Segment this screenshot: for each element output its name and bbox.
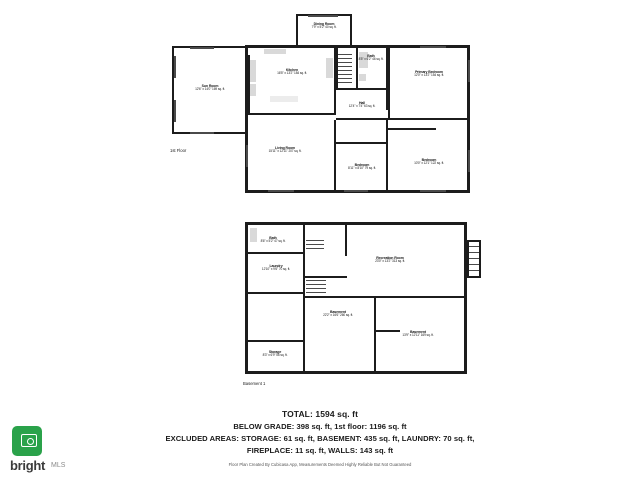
counter-fixture (326, 58, 333, 78)
room-label: Bath 8'6" x 5'2" 47 sq. ft. (260, 236, 286, 244)
wall-segment (296, 14, 298, 46)
window-line (190, 47, 214, 49)
wall-segment (334, 120, 336, 190)
stair-tread (306, 244, 324, 245)
room-label: Sun Room 12'6" x 14'0" 169 sq. ft. (195, 84, 225, 92)
wall-segment (388, 48, 390, 120)
island-fixture (270, 96, 298, 102)
hatch-line (469, 252, 479, 253)
brand-name: bright (10, 458, 46, 473)
stair-tread (338, 82, 352, 83)
wall-segment (356, 88, 388, 90)
floor-tag-basement: Basement 1 (243, 381, 266, 386)
room-label: Bath 8'5" x 6'2" 46 sq. ft. (358, 54, 384, 62)
hatch-line (469, 246, 479, 247)
window-line (174, 56, 176, 78)
wall-segment (388, 118, 468, 120)
stair-tread (338, 70, 352, 71)
room-label: Primary Bedroom 12'0" x 13'2" 154 sq. ft. (414, 70, 444, 78)
wall-segment (245, 222, 467, 225)
brand-logo (10, 426, 72, 472)
wall-segment (247, 252, 303, 254)
room-label: Kitchen 16'5" x 13'2" 184 sq. ft. (277, 68, 307, 76)
window-line (190, 132, 214, 134)
summary-block (0, 409, 640, 467)
wall-segment (479, 240, 481, 278)
stair-tread (306, 248, 324, 249)
room-label: Living Room 15'11" x 12'11" 207 sq. ft. (268, 146, 302, 154)
stair-tread (306, 280, 326, 281)
stair-tread (306, 240, 324, 241)
wall-segment (350, 14, 352, 46)
stair-tread (306, 284, 326, 285)
room-label: Basement 22'2" x 16'6" 260 sq. ft. (323, 310, 353, 318)
room-label: Hall 12'4" x 7'4" 63 sq. ft. (348, 101, 376, 109)
counter-fixture (250, 84, 256, 96)
hatch-line (469, 264, 479, 265)
wall-segment (248, 113, 336, 115)
room-label: Bedroom 10'0" x 12'1" 122 sq. ft. (414, 158, 444, 166)
room-label: Dining Room 7'9" x 5'2" 40 sq. ft. (311, 22, 337, 30)
window-line (268, 190, 294, 192)
wall-segment (388, 128, 436, 130)
stair-tread (306, 292, 326, 293)
wall-segment (305, 276, 347, 278)
wall-segment (305, 296, 465, 298)
wall-segment (247, 292, 303, 294)
room-label: Storage 8'3" x 6'9" 56 sq. ft. (262, 350, 288, 358)
window-line (420, 190, 446, 192)
sink-fixture (359, 74, 366, 81)
brand-suffix: MLS (51, 462, 66, 469)
stair-tread (338, 78, 352, 79)
wall-segment (303, 224, 305, 372)
hatch-line (469, 258, 479, 259)
stair-tread (338, 66, 352, 67)
room-label: Bedroom 8'11" x 8'10" 79 sq. ft. (348, 163, 376, 171)
wall-segment (336, 118, 388, 120)
logo-badge (12, 426, 42, 456)
room-label: Basement 13'9" x 12'11" 169 sq. ft. (402, 330, 434, 338)
stair-tread (306, 288, 326, 289)
window-line (174, 100, 176, 122)
hatch-line (469, 270, 479, 271)
counter-fixture (264, 49, 286, 54)
wall-segment (345, 224, 347, 256)
wall-segment (247, 340, 303, 342)
room-label: Laundry 12'10" x 9'6" 70 sq. ft. (261, 264, 291, 272)
plan-credit: Floor Plan Created By Cubicasa App, Measurements Deemed Highly Reliable But Not Guaranteed (228, 462, 412, 467)
below-grade-area: BELOW GRADE: 398 sq. ft, 1st floor: 1196 sq. ft (233, 422, 407, 431)
floor-tag-first: 1st Floor (170, 148, 187, 153)
window-line (468, 150, 470, 172)
window-line (468, 60, 470, 82)
excluded-areas-line1: EXCLUDED AREAS: STORAGE: 61 sq. ft, BASEMENT: 435 sq. ft, LAUNDRY: 70 sq. ft, (165, 434, 475, 443)
total-area: TOTAL: 1594 sq. ft (281, 409, 359, 419)
wall-segment (245, 371, 467, 374)
wall-segment (336, 142, 386, 144)
stair-tread (338, 74, 352, 75)
window-line (420, 46, 446, 48)
stair-tread (338, 62, 352, 63)
camera-icon (21, 434, 37, 447)
wall-segment (386, 120, 388, 190)
room-label: Recreation Room 23'0" x 13'2" 313 sq. ft. (375, 256, 405, 264)
excluded-areas-line2: FIREPLACE: 11 sq. ft, WALLS: 143 sq. ft (246, 446, 394, 455)
wall-segment (467, 276, 481, 278)
window-line (344, 190, 368, 192)
window-line (308, 15, 338, 17)
wall-segment (245, 232, 247, 234)
counter-fixture (250, 60, 256, 82)
